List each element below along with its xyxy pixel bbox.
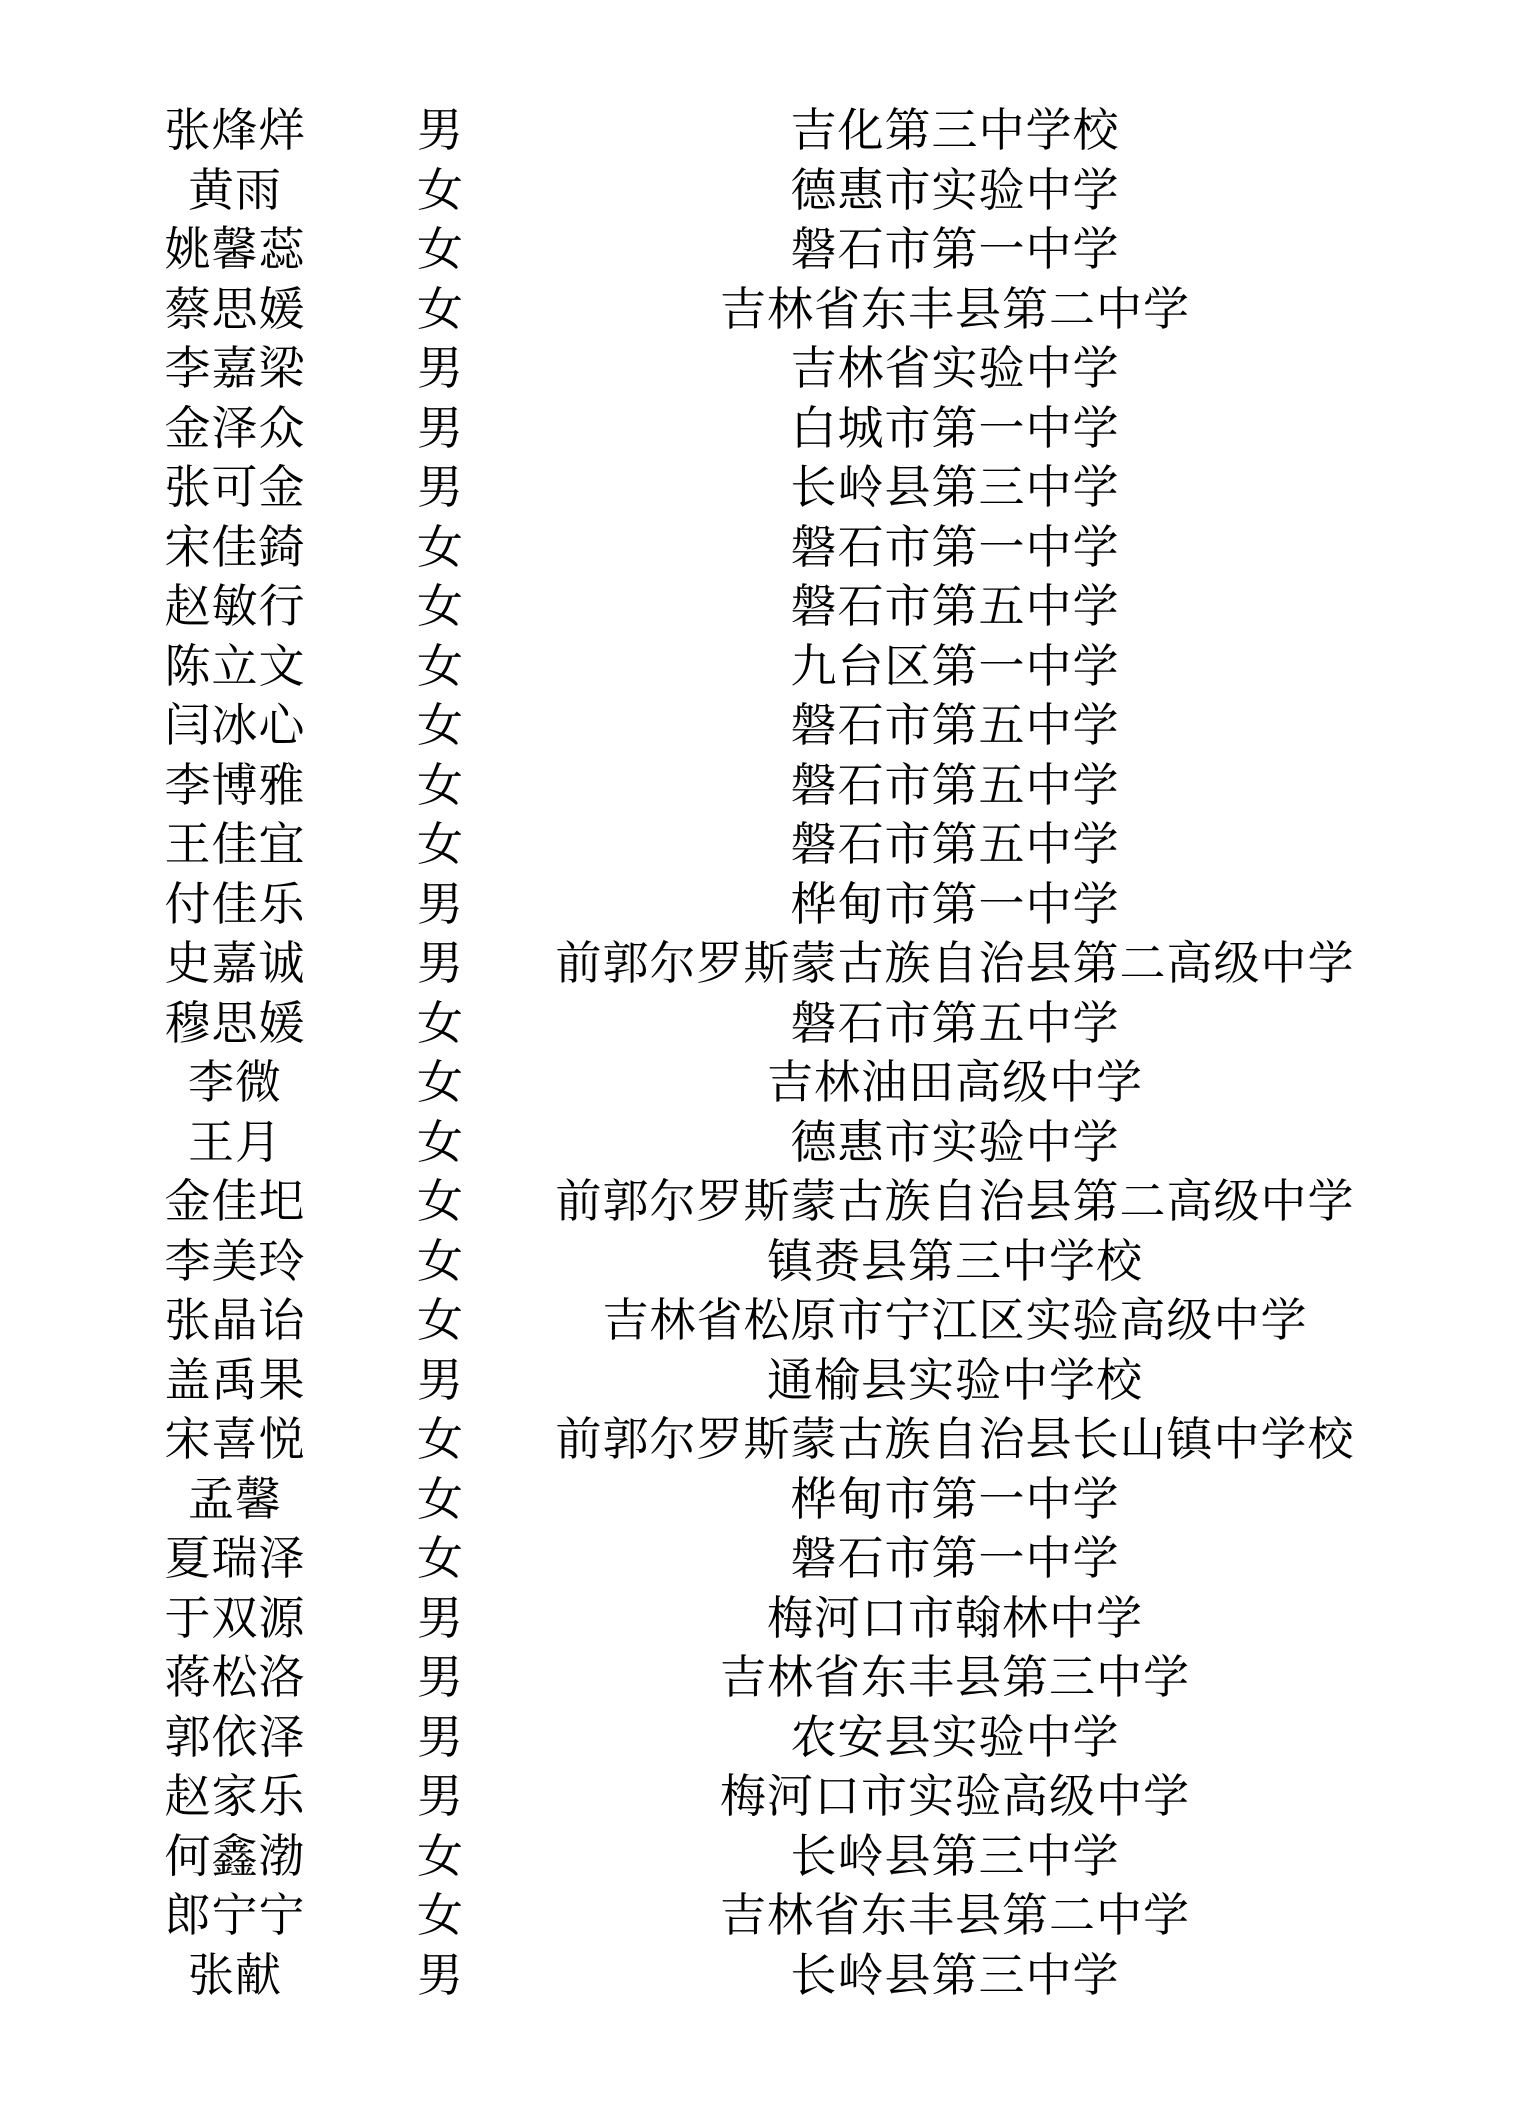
student-gender: 女 [417,1412,463,1466]
student-gender: 女 [417,281,463,336]
student-gender: 女 [417,1888,463,1942]
student-school: 农安县实验中学 [790,1709,1120,1764]
roster-row [0,280,1522,340]
student-school: 白城市第一中学 [790,400,1120,455]
student-gender: 女 [417,1233,463,1288]
student-gender: 男 [417,876,463,931]
student-gender: 女 [417,1174,463,1228]
student-gender: 男 [417,1769,463,1823]
student-gender: 女 [417,1055,463,1109]
roster-row [0,1053,1522,1113]
student-name: 蒋松洛 [164,1650,306,1704]
student-name: 金佳圯 [164,1174,306,1228]
student-school: 吉化第三中学校 [790,103,1120,157]
roster-row [0,1351,1522,1411]
roster-row [0,399,1522,459]
student-name: 李美玲 [164,1233,306,1288]
student-school: 梅河口市实验高级中学 [720,1769,1190,1823]
student-gender: 女 [417,817,463,871]
roster-row [0,1589,1522,1649]
student-name: 李微 [188,1055,282,1109]
roster-row [0,1470,1522,1530]
roster-row [0,1529,1522,1589]
student-school: 长岭县第三中学 [790,1947,1120,2002]
student-gender: 男 [417,460,463,514]
student-name: 何鑫渤 [164,1828,306,1883]
roster-row [0,1946,1522,2006]
student-roster [0,101,1522,2005]
student-school: 吉林省东丰县第三中学 [720,1650,1190,1704]
student-name: 郎宁宁 [164,1888,306,1942]
student-school: 吉林油田高级中学 [767,1055,1143,1109]
student-gender: 女 [417,222,463,276]
roster-row [0,101,1522,161]
student-name: 李嘉梁 [164,341,306,395]
student-name: 蔡思媛 [164,281,306,336]
roster-row [0,161,1522,221]
student-school: 梅河口市翰林中学 [767,1590,1143,1645]
student-gender: 男 [417,341,463,395]
roster-row [0,1708,1522,1768]
student-name: 盖禹果 [164,1352,306,1407]
student-name: 夏瑞泽 [164,1531,306,1585]
student-school: 德惠市实验中学 [790,1114,1120,1169]
student-name: 穆思媛 [164,995,306,1050]
roster-row [0,815,1522,875]
student-gender: 男 [417,103,463,157]
student-gender: 女 [417,1828,463,1883]
roster-row [0,1232,1522,1292]
roster-row [0,1827,1522,1887]
student-name: 张烽烊 [164,103,306,157]
student-school: 磐石市第五中学 [790,995,1120,1050]
student-name: 姚馨蕊 [164,222,306,276]
student-school: 吉林省松原市宁江区实验高级中学 [602,1293,1308,1347]
student-name: 宋佳錡 [164,519,306,574]
student-name: 王月 [188,1114,282,1169]
student-school: 磐石市第一中学 [790,1531,1120,1585]
student-school: 吉林省东丰县第二中学 [720,1888,1190,1942]
student-gender: 女 [417,579,463,633]
student-name: 闫冰心 [164,698,306,752]
roster-row [0,637,1522,697]
student-gender: 男 [417,1352,463,1407]
student-name: 赵敏行 [164,579,306,633]
roster-row [0,577,1522,637]
student-school: 前郭尔罗斯蒙古族自治县第二高级中学 [555,1174,1355,1228]
student-name: 李博雅 [164,757,306,812]
student-name: 孟馨 [188,1471,282,1526]
student-gender: 女 [417,1293,463,1347]
student-gender: 女 [417,519,463,574]
student-gender: 男 [417,1590,463,1645]
roster-row [0,1648,1522,1708]
student-name: 宋喜悦 [164,1412,306,1466]
student-school: 磐石市第一中学 [790,519,1120,574]
roster-row [0,458,1522,518]
student-name: 赵家乐 [164,1769,306,1823]
student-school: 磐石市第五中学 [790,698,1120,752]
student-gender: 女 [417,757,463,812]
student-school: 磐石市第五中学 [790,579,1120,633]
student-school: 长岭县第三中学 [790,1828,1120,1883]
roster-row [0,1291,1522,1351]
student-school: 通榆县实验中学校 [767,1352,1143,1407]
student-gender: 女 [417,1114,463,1169]
roster-row [0,1886,1522,1946]
roster-row [0,1172,1522,1232]
student-school: 吉林省实验中学 [790,341,1120,395]
roster-row [0,756,1522,816]
student-school: 德惠市实验中学 [790,162,1120,217]
roster-row [0,339,1522,399]
student-name: 付佳乐 [164,876,306,931]
student-gender: 女 [417,1531,463,1585]
student-gender: 女 [417,1471,463,1526]
student-gender: 男 [417,400,463,455]
roster-row [0,1410,1522,1470]
student-name: 张献 [188,1947,282,2002]
student-gender: 男 [417,1650,463,1704]
student-school: 镇赉县第三中学校 [767,1233,1143,1288]
roster-row [0,875,1522,935]
student-name: 张可金 [164,460,306,514]
student-name: 张晶诒 [164,1293,306,1347]
student-school: 磐石市第五中学 [790,817,1120,871]
student-school: 吉林省东丰县第二中学 [720,281,1190,336]
roster-row [0,220,1522,280]
student-school: 桦甸市第一中学 [790,876,1120,931]
student-school: 磐石市第五中学 [790,757,1120,812]
student-school: 长岭县第三中学 [790,460,1120,514]
student-gender: 女 [417,995,463,1050]
student-name: 陈立文 [164,638,306,693]
student-name: 于双源 [164,1590,306,1645]
student-school: 桦甸市第一中学 [790,1471,1120,1526]
student-name: 史嘉诚 [164,936,306,990]
student-gender: 男 [417,936,463,990]
student-name: 金泽众 [164,400,306,455]
roster-row [0,1113,1522,1173]
student-school: 前郭尔罗斯蒙古族自治县第二高级中学 [555,936,1355,990]
student-gender: 男 [417,1709,463,1764]
student-name: 王佳宜 [164,817,306,871]
roster-row [0,994,1522,1054]
student-school: 前郭尔罗斯蒙古族自治县长山镇中学校 [555,1412,1355,1466]
student-gender: 女 [417,162,463,217]
roster-row [0,1767,1522,1827]
student-school: 九台区第一中学 [790,638,1120,693]
student-gender: 男 [417,1947,463,2002]
roster-row [0,518,1522,578]
student-gender: 女 [417,698,463,752]
roster-row [0,696,1522,756]
roster-row [0,934,1522,994]
student-gender: 女 [417,638,463,693]
student-name: 郭依泽 [164,1709,306,1764]
student-school: 磐石市第一中学 [790,222,1120,276]
student-name: 黄雨 [188,162,282,217]
